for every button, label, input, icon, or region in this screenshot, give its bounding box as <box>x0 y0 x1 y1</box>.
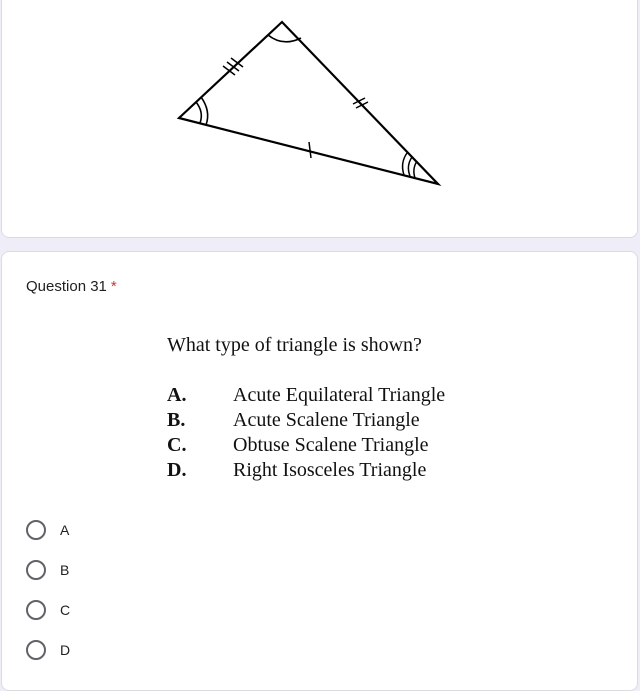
figure-card <box>1 0 638 238</box>
option-a[interactable] <box>26 510 70 550</box>
radio-button[interactable] <box>26 560 46 580</box>
choice-letter: D. <box>167 459 187 481</box>
choice-row-c <box>167 433 445 458</box>
right-angle-arc-3 <box>414 161 417 178</box>
left-angle-arc-1 <box>196 102 201 123</box>
radio-options <box>26 510 70 670</box>
option-c[interactable] <box>26 590 70 630</box>
option-label: B <box>60 562 70 578</box>
choice-row-a <box>167 383 445 408</box>
choice-text: Acute Equilateral Triangle <box>233 384 446 406</box>
choice-row-d <box>167 458 445 483</box>
option-d[interactable] <box>26 630 70 670</box>
radio-button[interactable] <box>26 520 46 540</box>
right-angle-arc-1 <box>403 153 407 175</box>
right-angle-arc-2 <box>408 157 412 176</box>
question-title-text: Question 31 <box>26 278 107 295</box>
choice-row-b <box>167 408 445 433</box>
question-card <box>1 251 638 691</box>
option-label: D <box>60 642 71 658</box>
radio-button[interactable] <box>26 640 46 660</box>
required-asterisk: * <box>110 278 117 295</box>
choice-text: Right Isosceles Triangle <box>233 459 427 481</box>
left-angle-arc-2 <box>201 97 208 125</box>
choice-letter: C. <box>167 434 187 456</box>
option-label: A <box>60 522 70 538</box>
choice-letter: A. <box>167 384 187 406</box>
radio-button[interactable] <box>26 600 46 620</box>
question-image <box>167 334 445 483</box>
choice-letter: B. <box>167 409 186 431</box>
choice-text: Acute Scalene Triangle <box>233 409 420 431</box>
option-b[interactable] <box>26 550 70 590</box>
triangle-shape <box>179 22 438 184</box>
triangle-figure <box>2 0 639 239</box>
choice-text: Obtuse Scalene Triangle <box>233 434 429 456</box>
question-prompt: What type of triangle is shown? <box>167 334 422 356</box>
option-label: C <box>60 602 71 618</box>
question-title <box>26 278 117 295</box>
